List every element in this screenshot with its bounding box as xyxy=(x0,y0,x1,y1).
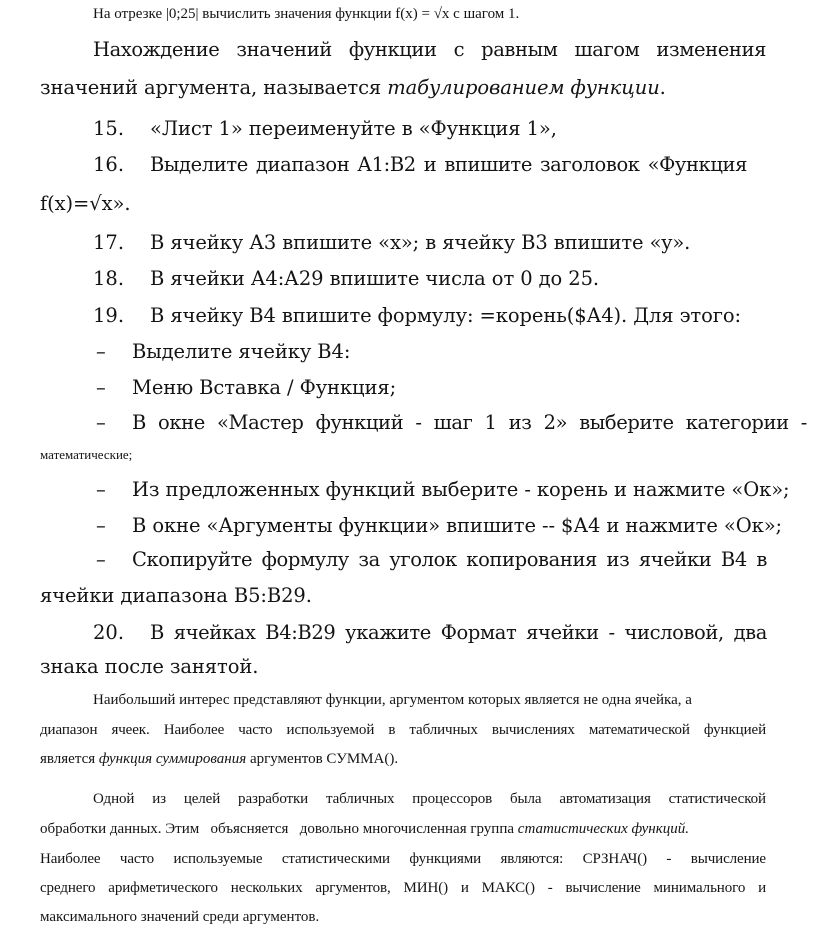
paragraph-sum-line xyxy=(40,751,398,768)
dash-bullet: – xyxy=(96,514,106,537)
intro-line-2 xyxy=(40,76,666,99)
step-number: 15. xyxy=(93,117,125,140)
paragraph-stat-line: Одной из целей разработки табличных процессоров была автоматизация статистической xyxy=(93,791,766,807)
step-text: В ячейку А3 впишите «x»; в ячейку В3 впишите «y». xyxy=(150,231,691,254)
dash-bullet: – xyxy=(96,376,106,399)
step-text: В ячейку В4 впишите формулу: =корень($А4). Для этого: xyxy=(150,304,741,327)
substep-text-continued: ячейки диапазона В5:В29. xyxy=(40,584,312,607)
paragraph-sum-line: Наибольший интерес представляют функции, аргументом которых является не одна ячейка, а xyxy=(93,692,692,708)
paragraph-stat-line xyxy=(40,821,689,838)
dash-bullet: – xyxy=(96,340,106,363)
term-sum-function: функция суммирования xyxy=(98,751,247,767)
step-text: Выделите диапазон А1:В2 и впишите заголовок «Функция xyxy=(150,153,747,176)
step-number: 20. xyxy=(93,621,125,644)
step-number: 19. xyxy=(93,304,125,327)
step-number: 16. xyxy=(93,153,125,176)
substep-text: Скопируйте формулу за уголок копирования из ячейки В4 в xyxy=(132,548,767,571)
paragraph-sum-line: диапазон ячеек. Наиболее часто используемой в табличных вычислениях математической функцией xyxy=(40,722,766,738)
step-text: «Лист 1» переименуйте в «Функция 1», xyxy=(150,117,557,140)
step-text: В ячейки А4:А29 впишите числа от 0 до 25. xyxy=(150,267,599,290)
substep-text: В окне «Аргументы функции» впишите -- $А4 и нажмите «Ок»; xyxy=(132,514,782,537)
substep-text: Выделите ячейку В4: xyxy=(132,340,351,363)
step-number: 17. xyxy=(93,231,125,254)
paragraph-stat-line: среднего арифметического нескольких аргументов, МИН() и МАКС() - вычисление минимального и xyxy=(40,880,766,896)
paragraph-stat-line: Наиболее часто используемые статистическими функциями являются: СРЗНАЧ() - вычисление xyxy=(40,851,766,867)
dash-bullet: – xyxy=(96,548,106,571)
term-statistical-functions: статистических функций. xyxy=(517,821,689,837)
paragraph-stat-text: обработки данных. Этим объясняется довольно многочисленная группа xyxy=(40,821,515,837)
substep-text: Из предложенных функций выберите - корень и нажмите «Ок»; xyxy=(132,478,790,501)
step-number: 18. xyxy=(93,267,125,290)
task-header: На отрезке |0;25| вычислить значения функции f(x) = √x с шагом 1. xyxy=(93,6,520,22)
paragraph-stat-line: максимального значений среди аргументов. xyxy=(40,909,320,925)
intro-line-1: Нахождение значений функции с равным шагом изменения xyxy=(93,38,766,61)
intro-line-2-text: значений аргумента, называется xyxy=(40,76,382,99)
substep-text: В окне «Мастер функций - шаг 1 из 2» выберите категории - xyxy=(132,411,807,434)
intro-period: . xyxy=(659,76,666,99)
paragraph-sum-text: является xyxy=(40,751,96,767)
step-text-continued: знака после занятой. xyxy=(40,655,259,678)
substep-text-continued: математические; xyxy=(40,447,133,462)
step-text-continued: f(x)=√x». xyxy=(40,192,131,215)
substep-text: Меню Вставка / Функция; xyxy=(132,376,397,399)
dash-bullet: – xyxy=(96,411,106,434)
step-text: В ячейках В4:В29 укажите Формат ячейки - числовой, два xyxy=(150,621,767,644)
intro-term-tabulation: табулированием функции xyxy=(387,76,660,99)
dash-bullet: – xyxy=(96,478,106,501)
paragraph-sum-text: аргументов СУММА(). xyxy=(249,751,399,767)
